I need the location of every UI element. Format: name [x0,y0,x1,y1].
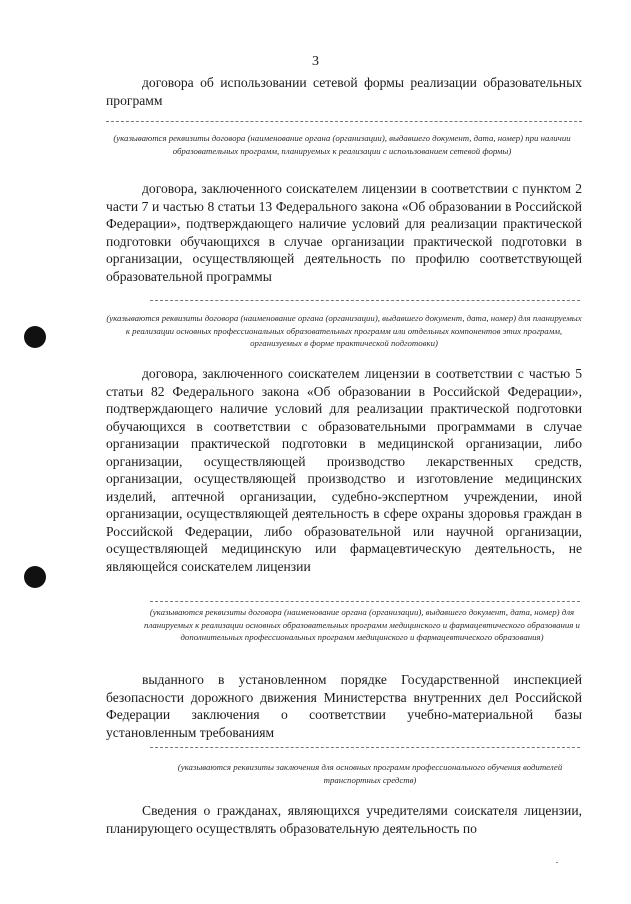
paragraph-practical-training: договора, заключенного соискателем лицензии в соответствии с пунктом 2 части 7 и частью 8 статьи 13 Федерального закона «Об образовании в Российской Федерации», подтверждающего наличие условий для реализации практической подготовки обучающихся в случае организации практической подготовки в организации, осуществляющей деятельность по профилю соответствующей образовательной программы [106,181,582,284]
note-traffic-inspection: (указываются реквизиты заключения для основных программ профессионального обучения водителей транспортных средств) [177,762,563,785]
paragraph-founders-info: Сведения о гражданах, являющихся учредителями соискателя лицензии, планирующего осуществлять образовательную деятельность по [106,803,582,836]
fill-line [150,300,580,301]
punch-hole-upper [24,326,46,348]
fill-line [150,601,580,602]
note-practical-training: (указываются реквизиты договора (наименование органа (организации), выдавшего документ, дата, номер) для планируемых к реализации основных профессиональных образовательных программ или отдельных компонентов этих программ, организуемых в форме практической подготовки) [106,313,582,348]
page-number: 3 [312,54,319,69]
punch-hole-lower [24,566,46,588]
scan-speck [556,862,558,863]
paragraph-traffic-inspection: выданного в установленном порядке Государственной инспекцией безопасности дорожного движения Министерства внутренних дел Российской Федерации заключения о соответствии учебно-материальной базы установленным требованиям [106,672,582,740]
paragraph-medical-training: договора, заключенного соискателем лицензии в соответствии с частью 5 статьи 82 Федерального закона «Об образовании в Российской Федерации», подтверждающего наличие условий для реализации практической подготовки обучающихся в соответствии с образовательными программами в случае организации практической подготовки в медицинской организации, либо организации, осуществляющей производство лекарственных средств, организации, осуществляющей производство и изготовление медицинских изделий, аптечной организации, судебно-экспертном учреждении, иной организации, осуществляющей деятельность в сфере охраны здоровья граждан в Российской Федерации, либо образовательной или научной организации, осуществляющей медицинскую или фармацевтическую деятельность, не являющейся соискателем лицензии [106,366,582,574]
paragraph-network-form: договора об использовании сетевой формы реализации образовательных программ [106,75,582,108]
fill-line [150,747,580,748]
note-medical-training: (указываются реквизиты договора (наименование органа (организации), выдавшего документ, дата, номер) для планируемых к реализации основных образовательных программ медицинского и фармацевтического образования и дополнительных профессиональных программ медицинского и фармацевтического образования) [144,607,580,642]
fill-line [106,121,582,122]
note-network-form: (указываются реквизиты договора (наименование органа (организации), выдавшего документ, дата, номер) при наличии образовательных программ, планируемых к реализации с использованием сетевой формы) [113,133,571,156]
